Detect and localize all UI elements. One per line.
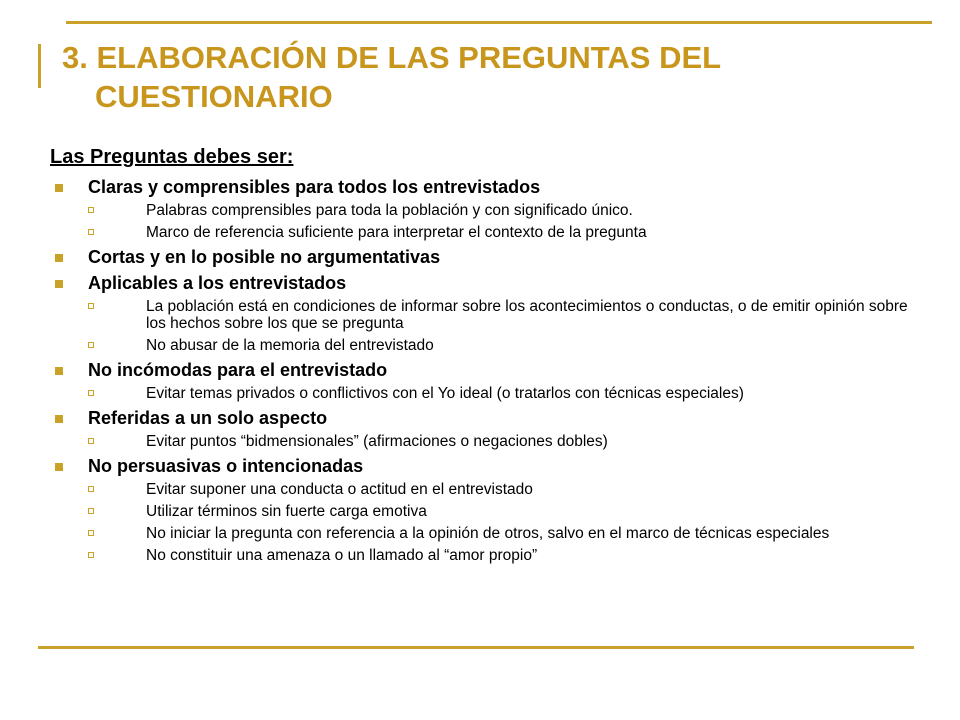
list-item-label: Referidas a un solo aspecto [88, 408, 328, 428]
sub-list-item [50, 481, 920, 498]
sub-list-item-label: Palabras comprensibles para toda la población y con significado único. [146, 202, 633, 219]
sub-list-item [50, 224, 920, 241]
square-bullet-icon [55, 184, 63, 192]
list-item [50, 272, 920, 294]
hollow-square-bullet-icon [88, 303, 94, 309]
title-line-2: CUESTIONARIO [95, 79, 333, 114]
sub-list-item [50, 433, 920, 450]
hollow-square-bullet-icon [88, 207, 94, 213]
square-bullet-icon [55, 463, 63, 471]
square-bullet-icon [55, 280, 63, 288]
hollow-square-bullet-icon [88, 438, 94, 444]
list-item-label: No incómodas para el entrevistado [88, 360, 388, 380]
hollow-square-bullet-icon [88, 530, 94, 536]
sub-list-item [50, 337, 920, 354]
top-rule [66, 21, 932, 24]
sub-list-item [50, 385, 920, 402]
sub-list-item-label: No abusar de la memoria del entrevistado [146, 337, 434, 354]
sub-list-item [50, 525, 920, 542]
hollow-square-bullet-icon [88, 390, 94, 396]
hollow-square-bullet-icon [88, 229, 94, 235]
hollow-square-bullet-icon [88, 342, 94, 348]
slide-content [50, 144, 920, 569]
hollow-square-bullet-icon [88, 552, 94, 558]
sub-list-item-label: No iniciar la pregunta con referencia a la opinión de otros, salvo en el marco de técnicas especiales [146, 525, 830, 542]
square-bullet-icon [55, 254, 63, 262]
sub-list-item-label: Marco de referencia suficiente para interpretar el contexto de la pregunta [146, 224, 647, 241]
sub-list-item-label: La población está en condiciones de informar sobre los acontecimientos o conductas, o de emitir opinión sobre los hechos sobre los que se pregunta [146, 298, 908, 332]
list-item [50, 246, 920, 268]
sub-list-item-label: Evitar puntos “bidmensionales” (afirmaciones o negaciones dobles) [146, 433, 608, 450]
bottom-rule [38, 646, 914, 649]
list-item-label: Cortas y en lo posible no argumentativas [88, 247, 441, 267]
sub-list-item-label: No constituir una amenaza o un llamado al “amor propio” [146, 547, 538, 564]
list-item [50, 407, 920, 429]
left-rule [38, 44, 41, 88]
square-bullet-icon [55, 415, 63, 423]
list-item [50, 455, 920, 477]
sub-list-item-label: Utilizar términos sin fuerte carga emotiva [146, 503, 427, 520]
content-heading: Las Preguntas debes ser: [50, 146, 294, 168]
sub-list-item [50, 547, 920, 564]
list-item [50, 176, 920, 198]
list-item [50, 359, 920, 381]
hollow-square-bullet-icon [88, 508, 94, 514]
list-item-label: No persuasivas o intencionadas [88, 456, 364, 476]
slide-title [62, 38, 922, 116]
sub-list-item [50, 298, 920, 332]
sub-list-item [50, 503, 920, 520]
title-line-1: 3. ELABORACIÓN DE LAS PREGUNTAS DEL [62, 40, 722, 75]
list-item-label: Claras y comprensibles para todos los entrevistados [88, 177, 541, 197]
list-item-label: Aplicables a los entrevistados [88, 273, 347, 293]
sub-list-item [50, 202, 920, 219]
sub-list-item-label: Evitar temas privados o conflictivos con el Yo ideal (o tratarlos con técnicas especiales) [146, 385, 744, 402]
hollow-square-bullet-icon [88, 486, 94, 492]
square-bullet-icon [55, 367, 63, 375]
sub-list-item-label: Evitar suponer una conducta o actitud en el entrevistado [146, 481, 533, 498]
